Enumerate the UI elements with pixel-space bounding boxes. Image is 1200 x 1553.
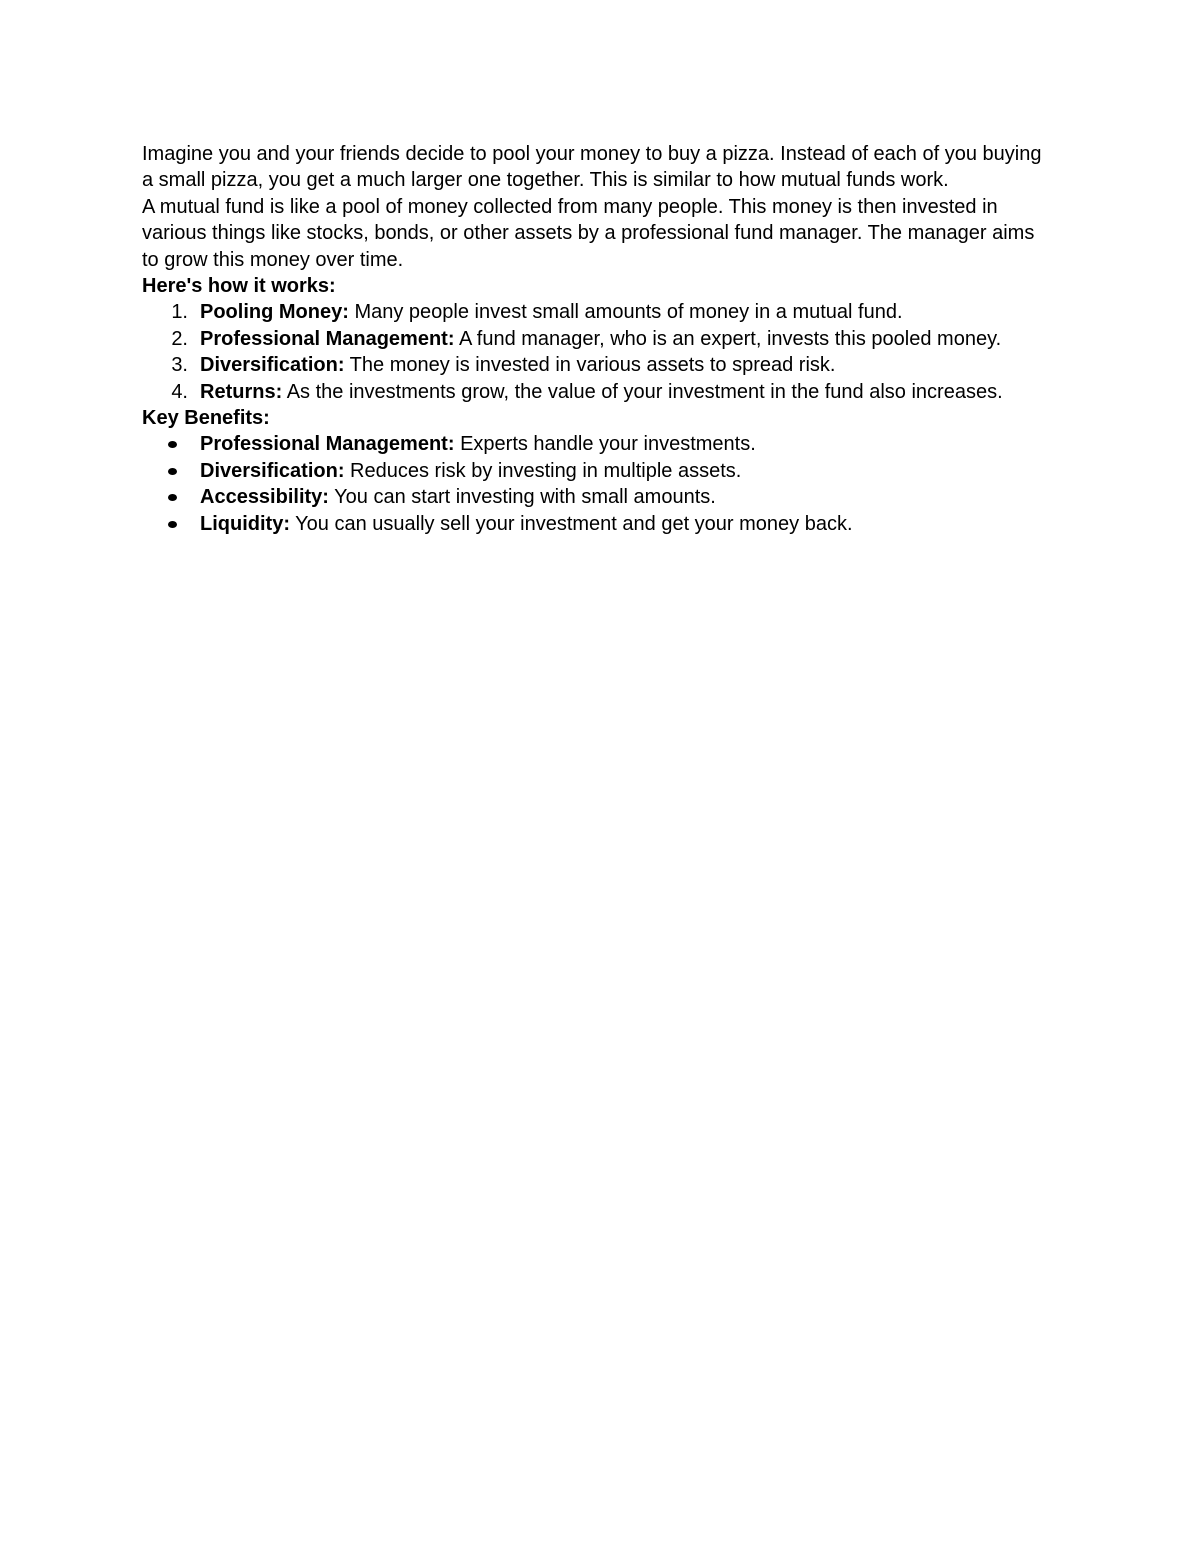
list-number: 1. <box>171 301 188 324</box>
list-item-term: Accessibility: <box>200 486 329 509</box>
list-item-text: Experts handle your investments. <box>454 433 756 456</box>
bullet-icon <box>168 521 177 528</box>
list-item-text: You can start investing with small amounts. <box>328 486 716 509</box>
list-item-text: Many people invest small amounts of money in a mutual fund. <box>348 301 903 324</box>
how-it-works-heading: Here's how it works: <box>142 275 336 298</box>
list-number: 2. <box>171 327 188 350</box>
key-benefits-heading: Key Benefits: <box>142 407 270 430</box>
numbered-list-item <box>142 299 1052 325</box>
numbered-list-item <box>142 352 1052 378</box>
list-item-term: Pooling Money: <box>200 301 349 324</box>
list-item-term: Professional Management: <box>200 433 455 456</box>
bullet-list-item <box>142 484 1052 510</box>
list-item-term: Returns: <box>200 380 283 403</box>
intro-paragraph: Imagine you and your friends decide to pool your money to buy a pizza. Instead of each of you buying a small pizza, you get a much larger one together. This is similar to how mutual funds work. <box>142 143 1042 192</box>
list-item-term: Liquidity: <box>200 512 290 535</box>
list-number: 3. <box>171 354 188 377</box>
key-benefits-list <box>142 431 1052 537</box>
bullet-icon <box>168 441 177 448</box>
list-number: 4. <box>171 380 188 403</box>
how-it-works-list <box>142 299 1052 405</box>
document-body <box>142 141 1052 537</box>
list-item-term: Professional Management: <box>200 327 455 350</box>
bullet-list-item <box>142 458 1052 484</box>
numbered-list-item <box>142 379 1052 405</box>
list-item-text: Reduces risk by investing in multiple assets. <box>344 459 742 482</box>
numbered-list-item <box>142 326 1052 352</box>
intro-paragraph: A mutual fund is like a pool of money collected from many people. This money is then invested in various things like stocks, bonds, or other assets by a professional fund manager. The manager aims to grow this money over time. <box>142 195 1035 271</box>
list-item-text: The money is invested in various assets to spread risk. <box>344 354 836 377</box>
list-item-text: As the investments grow, the value of your investment in the fund also increases. <box>282 380 1003 403</box>
bullet-icon <box>168 468 177 475</box>
bullet-list-item <box>142 431 1052 457</box>
bullet-list-item <box>142 511 1052 537</box>
bullet-icon <box>168 494 177 501</box>
list-item-text: A fund manager, who is an expert, invests this pooled money. <box>454 327 1002 350</box>
list-item-text: You can usually sell your investment and get your money back. <box>289 512 853 535</box>
list-item-term: Diversification: <box>200 354 345 377</box>
list-item-term: Diversification: <box>200 459 345 482</box>
